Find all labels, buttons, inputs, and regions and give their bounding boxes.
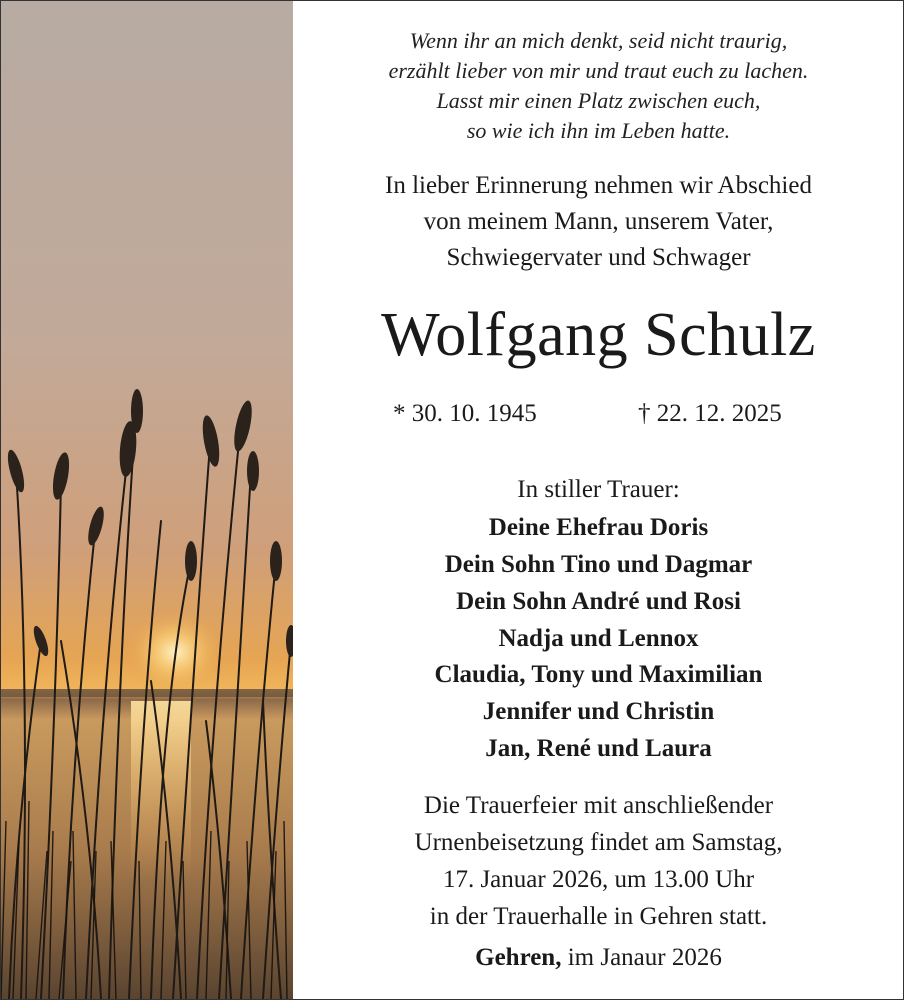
mourner-line: Nadja und Lennox — [498, 625, 699, 652]
poem-line: erzählt lieber von mir und traut euch zu lachen. — [388, 58, 809, 83]
intro-line: von meinem Mann, unserem Vater, — [423, 208, 774, 235]
funeral-line: Urnenbeisetzung findet am Samstag, — [414, 829, 783, 856]
poem-line: Wenn ihr an mich denkt, seid nicht traurig, — [409, 28, 788, 53]
life-dates — [293, 400, 904, 434]
death-date: † 22. 12. 2025 — [638, 400, 782, 427]
deceased-name: Wolfgang Schulz — [381, 301, 816, 369]
mourner-line: Dein Sohn Tino und Dagmar — [444, 551, 753, 578]
intro-line: In lieber Erinnerung nehmen wir Abschied — [385, 172, 812, 199]
birth-date: * 30. 10. 1945 — [393, 400, 537, 427]
sunset-reeds-image — [1, 1, 293, 999]
mourner-line: Jan, René und Laura — [485, 735, 712, 762]
mourner-line: Dein Sohn André und Rosi — [456, 588, 741, 615]
poem-line: so wie ich ihn im Leben hatte. — [466, 118, 731, 143]
mourner-line: Deine Ehefrau Doris — [488, 514, 709, 541]
intro-line: Schwiegervater und Schwager — [446, 244, 751, 271]
funeral-line: in der Trauerhalle in Gehren statt. — [429, 903, 768, 930]
signoff — [293, 944, 904, 972]
funeral-line: 17. Januar 2026, um 13.00 Uhr — [442, 866, 755, 893]
funeral-line: Die Trauerfeier mit anschließender — [423, 792, 774, 819]
poem-line: Lasst mir einen Platz zwischen euch, — [436, 88, 761, 113]
mourner-line: Claudia, Tony und Maximilian — [434, 661, 763, 688]
signoff-date: im Janaur 2026 — [567, 944, 722, 971]
mourner-line: Jennifer und Christin — [482, 698, 715, 725]
signoff-place: Gehren, — [475, 944, 562, 971]
mourners-heading: In stiller Trauer: — [517, 476, 680, 503]
obituary-text — [293, 0, 904, 1000]
